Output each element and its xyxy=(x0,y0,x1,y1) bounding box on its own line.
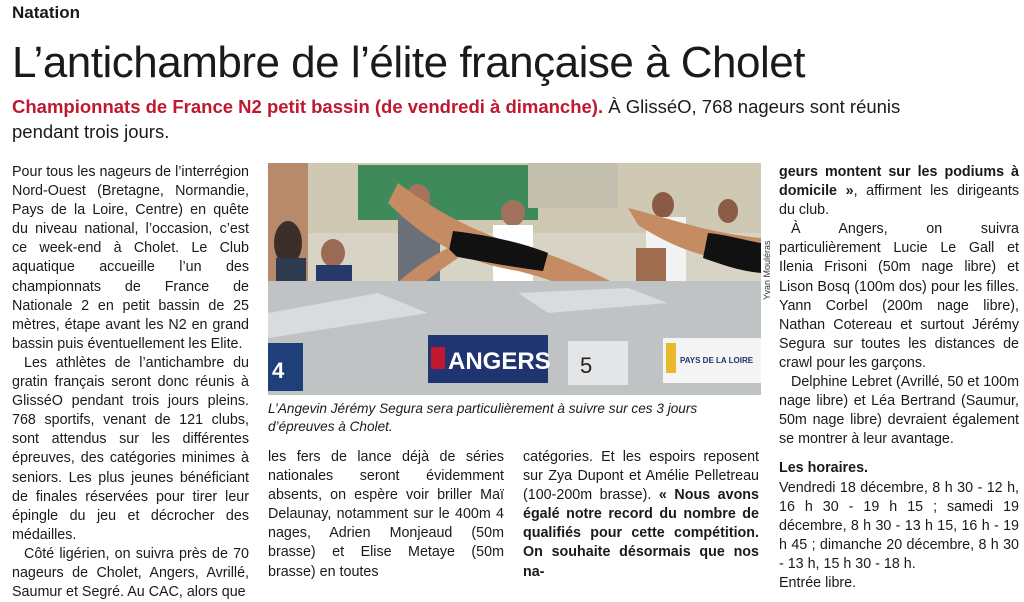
quote: « Nous avons égalé notre record du nombre de qualifiés pour cette compétition. On souhaite désormais que nos na- xyxy=(523,487,759,580)
section-rubric: Natation xyxy=(12,3,80,22)
photo-caption: L’Angevin Jérémy Segura sera particulièrement à suivre sur ces 3 jours d’épreuves à Cholet. xyxy=(268,401,698,434)
angers-logo-icon xyxy=(431,347,445,369)
article-lead xyxy=(12,94,912,144)
text: , affirment les dirigeants du club. xyxy=(779,183,1019,219)
schedule-text: Vendredi 18 décembre, 8 h 30 - 12 h, 16 h 30 - 19 h 15 ; samedi 19 décembre, 8 h 30 - 13 h 15, 16 h - 19 h 45 ; dimanche 20 décembre, 8 h 30 - 13 h, 15 h 30 - 18 h. xyxy=(779,479,1019,572)
paragraph: Côté ligérien, on suivra près de 70 nageurs de Cholet, Angers, Avrillé, Saumur et Segré. Au CAC, alors que xyxy=(12,545,249,601)
lane-number-4: 4 xyxy=(272,358,285,383)
schedule-heading: Les horaires. xyxy=(779,460,868,477)
lane-number-5: 5 xyxy=(580,353,593,378)
swimmer-photo-illustration xyxy=(268,163,761,395)
paragraph: Delphine Lebret (Avrillé, 50 et 100m nage libre) et Léa Bertrand (Saumur, 50m nage libre) devraient également se montrer à leur avantage. xyxy=(779,374,1019,448)
quote: geurs montent sur les podiums à domicile » xyxy=(779,164,1019,200)
paragraph: les fers de lance déjà de séries nationales seront évidemment absents, on espère voir briller Maï Delaunay, notamment sur le 400m 4 nages, Adrien Monjeaud (50m brasse) et Elise Metaye (50m brasse) en toutes xyxy=(268,449,504,580)
paragraph xyxy=(523,448,759,582)
banner-angers-text: ANGERS xyxy=(448,348,551,375)
article-headline: L’antichambre de l’élite française à Cholet xyxy=(12,38,805,87)
article-photo xyxy=(268,163,761,395)
entry-info: Entrée libre. xyxy=(779,574,857,591)
paragraph xyxy=(779,163,1019,220)
column-3 xyxy=(268,448,504,582)
column-4 xyxy=(523,448,759,582)
column-5 xyxy=(779,163,1019,593)
banner-region-text: PAYS DE LA LOIRE xyxy=(680,356,754,365)
paragraph: Les athlètes de l’antichambre du gratin français seront donc réunis à GlisséO pendant trois jours pleins. 768 sportifs, venant de 121 clubs, sont attendus sur les différentes épreuves, des catégories minimes à seniors. Les plus jeunes bénéficiant de finales réservées pour tirer leur épingle du jeu et décrocher des médailles. xyxy=(12,354,249,543)
photo-credit: Yvan Mouléras xyxy=(762,240,772,300)
paragraph: Pour tous les nageurs de l’interrégion Nord-Ouest (Bretagne, Normandie, Pays de la Loire, Centre) en quête du niveau national, l’occasion, c’est ce week-end à Cholet. Le Club aquatique accueille l’un des championnats de France de Nationale 2 en petit bassin de 25 mètres, étape avant les N2 en grand bassin puis éventuellement les Elite. xyxy=(12,164,249,352)
lead-text: À GlisséO, 768 nageurs sont réunis pendant trois jours. xyxy=(12,96,901,142)
text: catégories. Et les espoirs reposent sur Zya Dupont et Amélie Pelletreau (100-200m brasse). xyxy=(523,449,759,504)
paragraph: À Angers, on suivra particulièrement Lucie Le Gall et Ilenia Frisoni (50m nage libre) et Lison Bosq (100m dos) pour les filles. Yann Corbel (200m nage libre), Nathan Cotereau et surtout Jérémy Segura sur toutes les distances de crawl pour les garçons. xyxy=(779,221,1019,371)
column-1 xyxy=(12,163,249,602)
lead-highlight: Championnats de France N2 petit bassin (de vendredi à dimanche). xyxy=(12,96,604,117)
